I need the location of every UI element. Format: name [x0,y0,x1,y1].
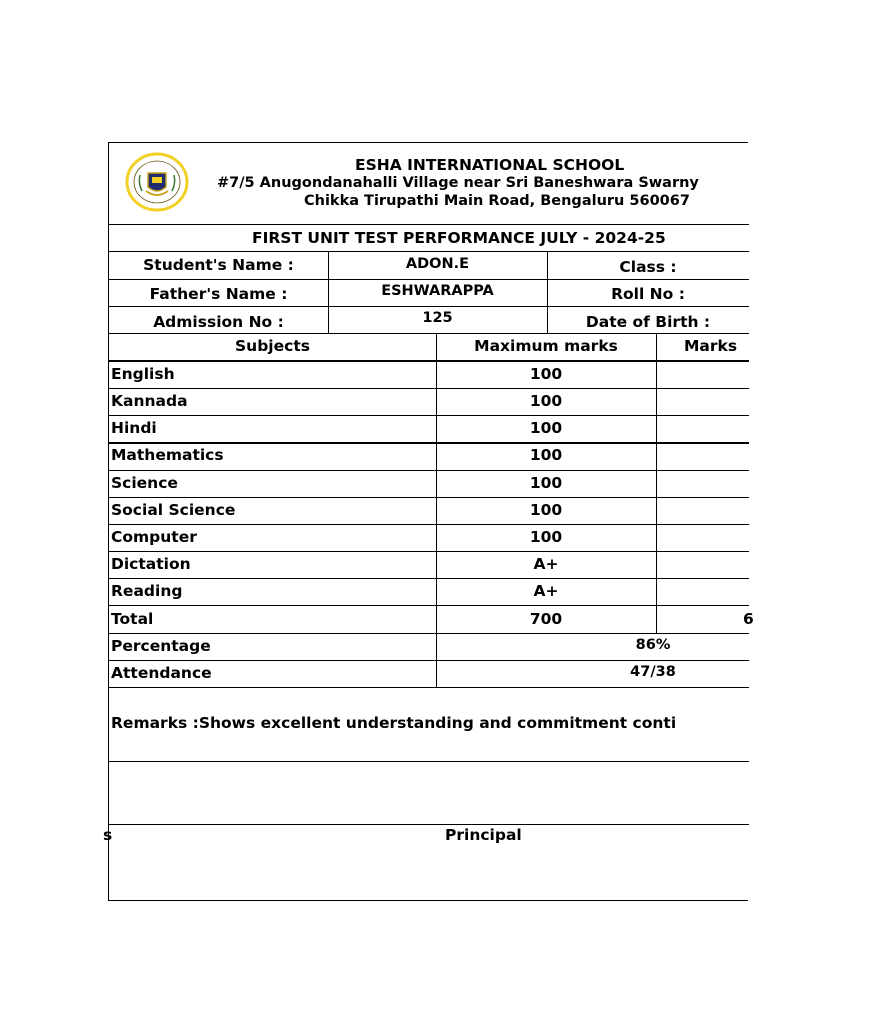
percentage-value: 86% [635,637,671,653]
max-marks-cell: 100 [529,528,563,546]
subject-cell: Reading [111,582,183,600]
divider [109,306,749,307]
subject-cell: Kannada [111,392,188,410]
divider [109,497,749,498]
divider [109,660,749,661]
divider [109,333,749,334]
admission-no-value: 125 [422,310,453,326]
divider [109,551,749,552]
divider [109,279,749,280]
principal-signature-label: Principal [445,826,522,844]
attendance-label: Attendance [111,664,212,682]
divider [109,360,749,362]
total-obtained-cell: 6 [743,610,754,628]
divider [109,415,749,416]
max-marks-cell: 100 [529,474,563,492]
max-marks-cell: A+ [533,582,559,600]
max-marks-cell: 700 [529,610,563,628]
divider [109,761,749,762]
divider [109,824,749,825]
school-address-line1: #7/5 Anugondanahalli Village near Sri Baneshwara Swarny [217,175,699,191]
divider [656,333,657,633]
divider [109,442,749,444]
subject-cell: Science [111,474,178,492]
max-marks-cell: 100 [529,446,563,464]
subject-cell: Dictation [111,555,191,573]
student-name-value: ADON.E [405,256,470,272]
max-marks-cell: 100 [529,419,563,437]
admission-no-label: Admission No : [153,313,284,331]
report-card [103,142,754,901]
divider [109,524,749,525]
max-marks-cell: 100 [529,392,563,410]
max-marks-cell: A+ [533,555,559,573]
school-logo-icon [126,153,188,211]
max-marks-cell: 100 [529,365,563,383]
school-address-line2: Chikka Tirupathi Main Road, Bengaluru 560067 [304,193,690,209]
subject-cell: Computer [111,528,197,546]
dob-label: Date of Birth : [585,313,711,331]
divider [109,578,749,579]
class-label: Class : [619,258,677,276]
divider [109,633,749,634]
father-name-label: Father's Name : [149,285,288,303]
header-max-marks: Maximum marks [474,337,618,355]
school-name: ESHA INTERNATIONAL SCHOOL [355,156,625,174]
max-marks-cell: 100 [529,501,563,519]
attendance-value: 47/38 [630,664,676,680]
divider [109,687,749,688]
subject-cell: Total [111,610,154,628]
roll-no-label: Roll No : [611,285,685,303]
divider [109,605,749,606]
report-title: FIRST UNIT TEST PERFORMANCE JULY - 2024-25 [252,229,666,247]
subject-cell: Mathematics [111,446,224,464]
divider [109,388,749,389]
divider [109,470,749,471]
remarks: Remarks :Shows excellent understanding and commitment conti [111,714,677,732]
student-name-label: Student's Name : [143,256,294,274]
signature-fragment: s [103,826,113,844]
subject-cell: English [111,365,175,383]
header-subjects: Subjects [235,337,310,355]
subject-cell: Hindi [111,419,157,437]
header-marks: Marks [684,337,738,355]
divider [109,224,749,225]
percentage-label: Percentage [111,637,211,655]
divider [109,251,749,252]
father-name-value: ESHWARAPPA [381,283,494,299]
subject-cell: Social Science [111,501,236,519]
